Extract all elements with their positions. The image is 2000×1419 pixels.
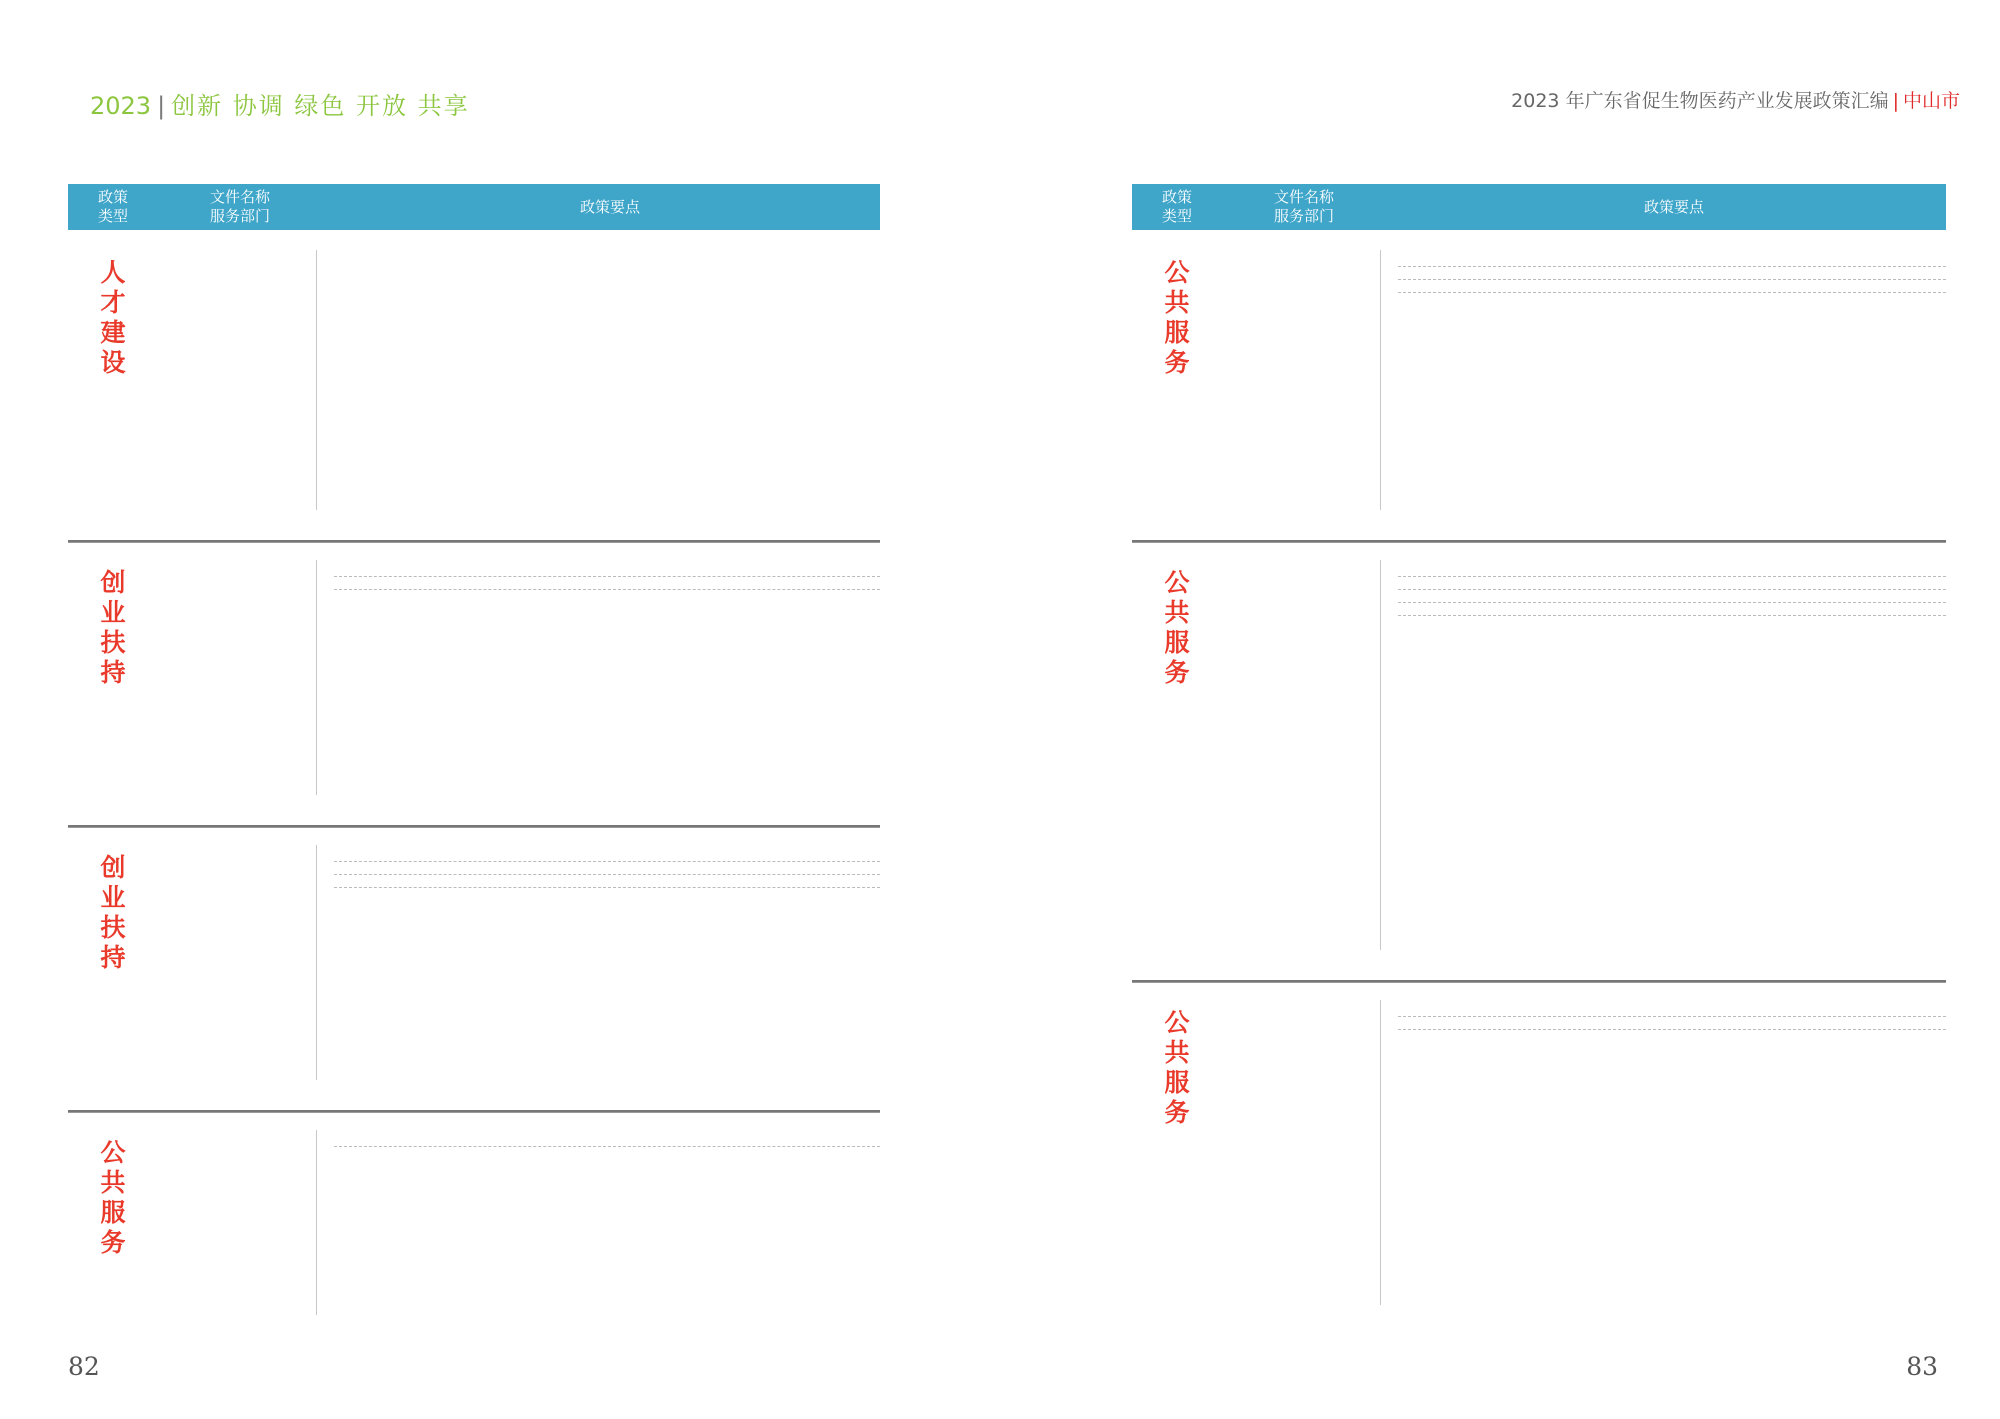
col-header-source: 文件名称 服务部门 [1273,188,1334,225]
table-header [68,184,880,230]
policy-point [1398,297,1946,305]
policy-row [1132,540,1946,970]
policy-type-char: 服 [1164,628,1190,657]
header-divider: | [1892,90,1899,112]
policy-type-char: 务 [1164,1098,1190,1127]
policy-type-char: 服 [1164,1068,1190,1097]
column-divider [1380,250,1381,510]
column-divider [316,845,317,1080]
column-divider [1380,560,1381,950]
row-divider [1132,980,1946,983]
row-divider [1132,540,1946,543]
policy-point [1398,581,1946,590]
policy-point [1398,271,1946,280]
column-divider [316,560,317,795]
policy-type [68,568,158,688]
policy-type-char: 业 [100,883,126,912]
policy-type-char: 持 [100,658,126,687]
policy-type-char: 共 [1164,1038,1190,1067]
policy-point [1398,568,1946,577]
policy-type-char: 扶 [100,628,126,657]
right-page [1000,0,2000,1419]
policy-points [334,568,880,606]
policy-point [334,1151,880,1159]
column-divider [316,1130,317,1315]
policy-type [1132,258,1222,378]
column-divider [316,250,317,510]
header-slogan: 创新 协调 绿色 开放 共享 [171,92,470,120]
policy-point [334,892,880,900]
col-header-source: 文件名称 服务部门 [209,188,270,225]
policy-points [1398,1008,1946,1046]
policy-type-char: 公 [1164,568,1190,597]
policy-type-char: 人 [100,258,126,287]
policy-type-char: 才 [100,288,126,317]
policy-type-char: 建 [100,318,126,347]
table-header [1132,184,1946,230]
policy-row [68,825,880,1100]
policy-point [1398,620,1946,628]
policy-row [68,540,880,815]
policy-points [334,853,880,904]
policy-type-char: 设 [100,348,126,377]
policy-point [334,594,880,602]
col-header-points: 政策要点 [1643,197,1704,216]
policy-type [68,258,158,378]
policy-point [334,568,880,577]
running-header-left [90,86,470,121]
policy-type-char: 共 [100,1168,126,1197]
policy-point [1398,594,1946,603]
header-city: 中山市 [1902,90,1960,112]
policy-point [1398,1021,1946,1030]
policy-type-char: 务 [100,1228,126,1257]
policy-point [334,1138,880,1147]
policy-type-char: 务 [1164,658,1190,687]
header-book-title: 2023 年广东省促生物医药产业发展政策汇编 [1511,90,1889,112]
policy-type-char: 公 [1164,258,1190,287]
policy-row [68,1110,880,1335]
policy-type [68,853,158,973]
policy-type-char: 共 [1164,288,1190,317]
policy-point [1398,258,1946,267]
policy-type-char: 务 [1164,348,1190,377]
col-header-type: 政策 类型 [97,188,128,225]
policy-point [1398,1008,1946,1017]
policy-points [1398,258,1946,309]
row-divider [68,1110,880,1113]
col-header-points: 政策要点 [579,197,640,216]
policy-type-char: 服 [100,1198,126,1227]
row-divider [68,540,880,543]
policy-type-char: 创 [100,853,126,882]
column-divider [1380,1000,1381,1305]
policy-type-char: 扶 [100,913,126,942]
policy-point [334,866,880,875]
policy-type-char: 公 [1164,1008,1190,1037]
page-number: 82 [68,1352,100,1381]
policy-type-char: 服 [1164,318,1190,347]
policy-type-char: 业 [100,598,126,627]
policy-type-char: 公 [100,1138,126,1167]
page-number: 83 [1906,1352,1938,1381]
policy-point [1398,607,1946,616]
policy-point [1398,1034,1946,1042]
policy-points [334,1138,880,1163]
policy-point [334,258,880,266]
running-header-right [1511,86,1960,113]
header-year: 2023 [90,92,152,120]
policy-points [334,258,880,270]
policy-row [68,230,880,530]
policy-point [334,879,880,888]
policy-row [1132,980,1946,1325]
policy-row [1132,230,1946,530]
policy-type-char: 创 [100,568,126,597]
col-header-type: 政策 类型 [1161,188,1192,225]
policy-point [334,581,880,590]
policy-type-char: 共 [1164,598,1190,627]
header-divider: | [157,92,166,120]
policy-type-char: 持 [100,943,126,972]
policy-type [1132,1008,1222,1128]
policy-point [334,853,880,862]
policy-type [68,1138,158,1258]
policy-points [1398,568,1946,632]
policy-point [1398,284,1946,293]
row-divider [68,825,880,828]
policy-type [1132,568,1222,688]
